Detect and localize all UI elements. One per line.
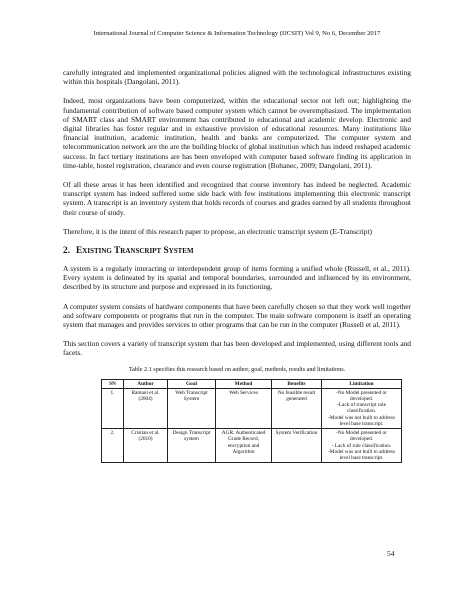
cell-method: Web Services — [216, 388, 272, 428]
table-row — [102, 429, 402, 463]
research-table — [101, 379, 402, 463]
cell-sn: 2. — [102, 429, 124, 463]
limitation-line: - Lack of rule classification. — [331, 442, 392, 449]
section-title: Existing Transcript System — [76, 246, 194, 257]
cell-goal: Web Transcript System — [168, 388, 216, 428]
cell-goal: Design Transcript system — [168, 429, 216, 463]
page-body — [63, 68, 411, 463]
limitation-line: -No Model presented or developed. — [336, 430, 387, 443]
header-goal: Goal — [168, 379, 216, 388]
paragraph-2: Indeed, most organizations have been computerized, within the educational sector not left out; highlighting the fundamental contribution of software based computer system which cannot be overemphasized. The implementation of SMART class and SMART environment has contributed to educational and academic develop. Electronic and digital libraries has foster regular and in exhaustive provision of educational resources. Many institutions like financial institution, academic institution, health and banks are computerized. The computer system and telecommunication network are the are the building blocks of global institution which has indeed reshaped academic success. In fact tertiary institutions are has been enveloped with computer based software finding its application in time-table, hostel registration, clearance and even course registration (Bohanec, 2009; Dangolani, 2011). — [63, 96, 411, 170]
cell-sn: 1. — [102, 388, 124, 428]
limitation-line: -Model was not built to address level base transcript. — [328, 448, 395, 461]
paragraph-6: A computer system consists of hardware components that have been carefully chosen so that they work well together and software components or programs that run in the computer. The main software component is itself an operating system that manages and provides services to other programs that can be run in the computer (Russell et al, 2011). — [63, 301, 411, 330]
paragraph-7: This section covers a variety of transcript system that has been developed and implemented, using different tools and facets. — [63, 339, 411, 358]
journal-header: International Journal of Computer Science & Information Technology (IJCSIT) Vol 9, No 6, December 2017 — [93, 30, 381, 37]
table-header-row — [102, 379, 402, 388]
cell-author: Ramani et al. (2004) — [124, 388, 168, 428]
cell-benefits: No feasible result generated — [272, 388, 322, 428]
section-heading — [63, 246, 411, 257]
cell-limitation — [322, 388, 402, 428]
table-caption: Table 2.1 specifies this research based on author, goal, methods, results and limitations. — [128, 365, 346, 373]
cell-method: AGR: Authenticated Grade Record, encryption and Algorithm — [216, 429, 272, 463]
limitation-line: -Model was not built to address level base transcript. — [328, 414, 395, 427]
header-benefits: Benefits — [272, 379, 322, 388]
header-method: Method — [216, 379, 272, 388]
page-number: 54 — [387, 549, 395, 558]
header-limitation: Limitation — [322, 379, 402, 388]
cell-benefits: System Verification — [272, 429, 322, 463]
limitation-line: -No Model presented or developed. — [336, 389, 387, 403]
section-number: 2. — [63, 246, 71, 257]
paragraph-4: Therefore, it is the intent of this research paper to propose, an electronic transcript system (E-Transcript) — [63, 226, 373, 236]
cell-limitation — [322, 429, 402, 463]
table-row — [102, 388, 402, 428]
cell-author: Cristian et al. (2010) — [124, 429, 168, 463]
header-author: Author — [124, 379, 168, 388]
paragraph-1: carefully integrated and implemented organizational policies aligned with the technological infrastructures existing within this hospitals (Dangolani, 2011). — [63, 68, 411, 87]
paragraph-5: A system is a regularly interacting or interdependent group of items forming a unified whole (Russell, et al., 2011). Every system is delineated by its spatial and temporal boundaries, surrounded and influenced by its environment, described by its structure and purpose and expressed in its functioning. — [63, 264, 411, 292]
paragraph-3: Of all these areas it has been identified and recognized that course inventory has indeed be neglected. Academic transcript system has indeed suffered some side back with few institutions implementing this electronic transcript system. A transcript is an inventory system that holds records of courses and grades earned by all students throughout their course of study. — [63, 180, 411, 217]
header-sn: SN — [102, 379, 124, 388]
limitation-line: -Lack of transcript rule classification. — [337, 402, 386, 415]
